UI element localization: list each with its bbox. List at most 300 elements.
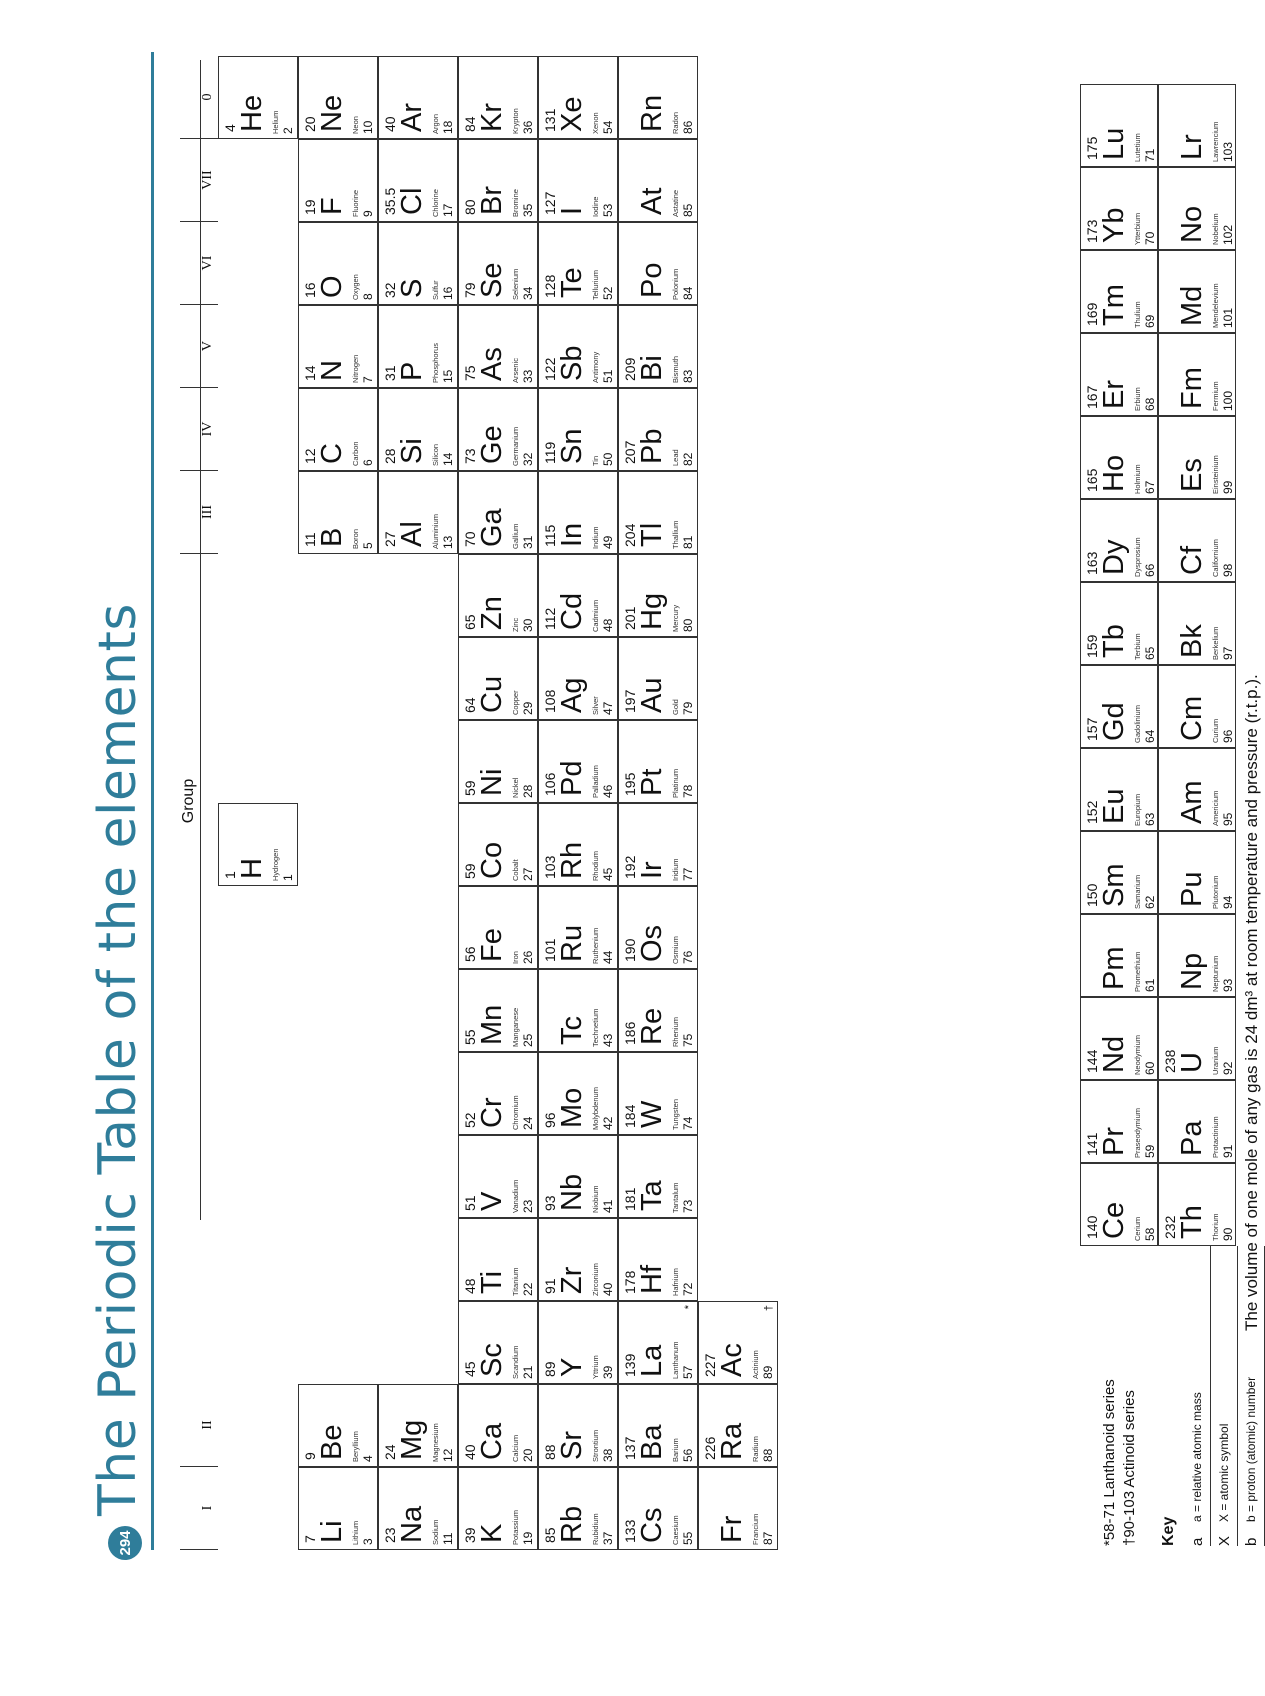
- element-symbol: Au: [636, 677, 668, 713]
- element-number: 24: [521, 1116, 535, 1130]
- element-name: Lutetium: [1133, 133, 1142, 162]
- element-symbol: Ga: [476, 508, 508, 547]
- element-symbol: W: [636, 1100, 668, 1128]
- element-mass: 55: [462, 1029, 478, 1045]
- element-symbol: He: [236, 94, 268, 132]
- element-number: 51: [601, 369, 615, 383]
- element-cell-ne: [298, 56, 378, 139]
- element-number: 11: [441, 1532, 455, 1545]
- element-cell-ce: [1080, 1163, 1158, 1246]
- element-symbol: Er: [1098, 380, 1130, 409]
- element-number: 50: [601, 452, 615, 466]
- element-name: Samarium: [1133, 874, 1142, 909]
- element-mass: 226: [702, 1436, 718, 1460]
- element-mass: 141: [1084, 1132, 1100, 1156]
- element-mass: 88: [542, 1444, 558, 1460]
- element-symbol: Mn: [476, 1004, 508, 1045]
- element-name: Astatine: [671, 189, 680, 217]
- element-name: Beryllium: [351, 1431, 360, 1462]
- element-name: Iodine: [591, 196, 600, 217]
- element-symbol: F: [316, 197, 348, 215]
- element-symbol: La: [636, 1344, 668, 1377]
- element-mass: 59: [462, 780, 478, 796]
- element-mass: 40: [462, 1444, 478, 1460]
- element-cell-k: [458, 1467, 538, 1550]
- element-mass: 16: [302, 282, 318, 298]
- element-symbol: Pr: [1098, 1127, 1130, 1156]
- element-name: Protactinium: [1211, 1116, 1220, 1158]
- element-number: 32: [521, 452, 535, 466]
- element-cell-sc: [458, 1301, 538, 1384]
- element-cell-fm: [1158, 333, 1236, 416]
- element-number: 88: [761, 1448, 775, 1462]
- element-number: 53: [601, 203, 615, 217]
- element-mass: 137: [622, 1436, 638, 1460]
- element-mass: 140: [1084, 1215, 1100, 1239]
- element-number: 34: [521, 286, 535, 300]
- element-cell-th: [1158, 1163, 1236, 1246]
- element-symbol: Dy: [1098, 539, 1130, 575]
- element-number: 20: [521, 1448, 535, 1462]
- element-number: 85: [681, 203, 695, 217]
- element-mass: 65: [462, 614, 478, 630]
- element-name: Actinium: [751, 1350, 760, 1379]
- element-name: Sulfur: [431, 280, 440, 300]
- element-symbol: Rb: [556, 1505, 588, 1543]
- element-mass: 101: [542, 938, 558, 962]
- element-symbol: As: [476, 347, 508, 381]
- group-label-6: VI: [180, 222, 218, 305]
- element-symbol: Ge: [476, 425, 508, 464]
- element-symbol: Co: [476, 841, 508, 879]
- element-cell-v: [458, 1135, 538, 1218]
- element-cell-hf: [618, 1218, 698, 1301]
- element-symbol: P: [396, 361, 428, 381]
- element-name: Magnesium: [431, 1423, 440, 1462]
- element-cell-cr: [458, 1052, 538, 1135]
- element-name: Rhenium: [671, 1016, 680, 1047]
- element-name: Palladium: [591, 765, 600, 798]
- element-mass: 12: [302, 448, 318, 464]
- element-symbol: Os: [636, 924, 668, 962]
- element-name: Neodymium: [1133, 1034, 1142, 1075]
- element-symbol: C: [316, 443, 348, 464]
- key-symbol: b: [1242, 1537, 1260, 1546]
- element-cell-bk: [1158, 582, 1236, 665]
- element-cell-eu: [1080, 748, 1158, 831]
- element-cell-sb: [538, 305, 618, 388]
- element-symbol: Re: [636, 1007, 668, 1045]
- element-cell-cl: [378, 139, 458, 222]
- element-mass: 45: [462, 1361, 478, 1377]
- element-number: 30: [521, 618, 535, 632]
- page-number-badge: 294: [108, 1526, 142, 1560]
- element-name: Silicon: [431, 443, 440, 466]
- element-cell-md: [1158, 250, 1236, 333]
- element-symbol: Ti: [476, 1270, 508, 1294]
- element-symbol: Ba: [636, 1424, 668, 1460]
- element-mass: 108: [542, 689, 558, 713]
- element-name: Argon: [431, 113, 440, 134]
- element-mass: 127: [542, 191, 558, 215]
- element-number: 68: [1143, 397, 1157, 411]
- element-number: 69: [1143, 314, 1157, 328]
- element-number: 59: [1143, 1144, 1157, 1158]
- element-number: 66: [1143, 563, 1157, 577]
- key-symbol: a: [1188, 1537, 1206, 1546]
- element-symbol: Es: [1176, 458, 1208, 492]
- element-mass: 48: [462, 1278, 478, 1294]
- element-name: Vanadium: [511, 1179, 520, 1213]
- element-number: 79: [681, 701, 695, 715]
- element-name: Nitrogen: [351, 354, 360, 383]
- element-number: 4: [361, 1455, 375, 1462]
- element-symbol: Tc: [556, 1016, 588, 1045]
- element-name: Bismuth: [671, 355, 680, 383]
- element-mass: 122: [542, 357, 558, 381]
- element-name: Antimony: [591, 351, 600, 383]
- element-mass: 7: [302, 1535, 318, 1543]
- title-rule: [151, 52, 154, 1550]
- element-cell-ba: [618, 1384, 698, 1467]
- element-cell-yb: [1080, 167, 1158, 250]
- group-label-8: 0: [180, 56, 218, 139]
- element-name: Fluorine: [351, 189, 360, 217]
- element-mass: 32: [382, 282, 398, 298]
- element-mass: 14: [302, 365, 318, 381]
- element-mass: 4: [222, 124, 238, 132]
- element-number: 33: [521, 369, 535, 383]
- element-mass: 84: [462, 116, 478, 132]
- element-symbol: In: [556, 522, 588, 547]
- element-number: 93: [1221, 978, 1235, 992]
- element-name: Xenon: [591, 112, 600, 134]
- series-notes: [1100, 1379, 1140, 1546]
- element-name: Strontium: [591, 1429, 600, 1462]
- element-name: Gallium: [511, 523, 520, 549]
- key-description: b = proton (atomic) number: [1244, 1376, 1258, 1522]
- element-symbol: Am: [1176, 780, 1208, 824]
- element-name: Lawrencium: [1211, 121, 1220, 162]
- element-number: 15: [441, 369, 455, 383]
- element-symbol: S: [396, 278, 428, 298]
- element-cell-rb: [538, 1467, 618, 1550]
- element-number: 67: [1143, 480, 1157, 494]
- element-symbol: Sc: [476, 1343, 508, 1377]
- element-mass: 79: [462, 282, 478, 298]
- element-mass: 186: [622, 1021, 638, 1045]
- element-cell-pa: [1158, 1080, 1236, 1163]
- element-mass: 157: [1084, 717, 1100, 741]
- element-cell-pr: [1080, 1080, 1158, 1163]
- element-symbol: Pt: [636, 768, 668, 796]
- element-number: 31: [521, 535, 535, 549]
- element-number: 14: [441, 452, 455, 466]
- element-mass: 150: [1084, 883, 1100, 907]
- element-cell-sr: [538, 1384, 618, 1467]
- element-name: Helium: [271, 110, 280, 134]
- element-symbol: Yb: [1098, 207, 1130, 243]
- element-cell-es: [1158, 416, 1236, 499]
- element-number: 7: [361, 376, 375, 383]
- element-cell-at: [618, 139, 698, 222]
- element-symbol: Br: [476, 186, 508, 215]
- element-name: Gold: [671, 699, 680, 715]
- element-cell-li: [298, 1467, 378, 1550]
- element-mass: 128: [542, 274, 558, 298]
- element-symbol: Fm: [1176, 367, 1208, 409]
- element-number: 22: [521, 1282, 535, 1296]
- element-mass: 139: [622, 1353, 638, 1377]
- element-number: 17: [441, 203, 455, 217]
- element-symbol: Pd: [556, 760, 588, 796]
- element-name: Lead: [671, 449, 680, 466]
- element-number: 29: [521, 701, 535, 715]
- element-symbol: Lu: [1098, 127, 1130, 160]
- element-cell-au: [618, 637, 698, 720]
- element-number: 77: [681, 867, 695, 881]
- element-cell-si: [378, 388, 458, 471]
- element-cell-fe: [458, 886, 538, 969]
- group-label-3: III: [180, 471, 218, 554]
- element-mass: 184: [622, 1104, 638, 1128]
- element-number: 26: [521, 950, 535, 964]
- element-cell-tc: [538, 969, 618, 1052]
- element-mass: 175: [1084, 136, 1100, 160]
- element-mass: 31: [382, 365, 398, 381]
- element-name: Tantalum: [671, 1182, 680, 1213]
- element-number: 55: [681, 1531, 695, 1545]
- element-number: 19: [521, 1531, 535, 1545]
- element-cell-se: [458, 222, 538, 305]
- element-name: Yttrium: [591, 1355, 600, 1379]
- element-mass: 80: [462, 199, 478, 215]
- element-number: 5: [361, 542, 375, 549]
- element-symbol: Cm: [1176, 695, 1208, 741]
- element-name: Molybdenum: [591, 1087, 600, 1130]
- element-cell-pt: [618, 720, 698, 803]
- element-name: Radium: [751, 1436, 760, 1462]
- element-cell-be: [298, 1384, 378, 1467]
- element-mass: 27: [382, 531, 398, 547]
- element-mass: 1: [222, 871, 238, 879]
- element-number: 28: [521, 784, 535, 798]
- element-cell-gd: [1080, 665, 1158, 748]
- element-mass: 73: [462, 448, 478, 464]
- element-symbol: Cl: [396, 187, 428, 215]
- element-number: 61: [1143, 978, 1157, 992]
- element-name: Krypton: [511, 108, 520, 134]
- element-cell-f: [298, 139, 378, 222]
- element-name: Chlorine: [431, 189, 440, 217]
- element-cell-w: [618, 1052, 698, 1135]
- element-number: 99: [1221, 480, 1235, 494]
- element-number: 91: [1221, 1144, 1235, 1158]
- element-name: Indium: [591, 526, 600, 549]
- group-label-5: V: [180, 305, 218, 388]
- element-number: 48: [601, 618, 615, 632]
- element-cell-kr: [458, 56, 538, 139]
- element-mass: 207: [622, 440, 638, 464]
- element-symbol: K: [476, 1523, 508, 1543]
- element-cell-ru: [538, 886, 618, 969]
- element-cell-p: [378, 305, 458, 388]
- element-symbol: H: [236, 858, 268, 879]
- element-cell-ca: [458, 1384, 538, 1467]
- element-symbol: Po: [636, 262, 668, 298]
- element-number: 43: [601, 1033, 615, 1047]
- element-number: 23: [521, 1199, 535, 1213]
- element-cell-ga: [458, 471, 538, 554]
- element-name: Scandium: [511, 1345, 520, 1379]
- element-symbol: Cd: [556, 592, 588, 630]
- element-name: Curium: [1211, 718, 1220, 743]
- actinoid-note: †90-103 Actinoid series: [1121, 1390, 1138, 1546]
- element-number: 10: [361, 120, 375, 134]
- element-name: Potassium: [511, 1509, 520, 1545]
- element-mass: 197: [622, 689, 638, 713]
- element-mass: 11: [302, 532, 318, 547]
- element-cell-er: [1080, 333, 1158, 416]
- element-number: 36: [521, 120, 535, 134]
- element-number: 56: [681, 1448, 695, 1462]
- element-name: Barium: [671, 1438, 680, 1462]
- element-mass: 40: [382, 116, 398, 132]
- element-cell-u: [1158, 997, 1236, 1080]
- element-number: 76: [681, 950, 695, 964]
- element-number: 12: [441, 1448, 455, 1462]
- element-symbol: Bk: [1176, 624, 1208, 658]
- element-symbol: Sr: [556, 1431, 588, 1460]
- element-name: Americium: [1211, 790, 1220, 826]
- element-number: 46: [601, 784, 615, 798]
- element-symbol: B: [316, 527, 348, 547]
- element-symbol: Mg: [396, 1419, 428, 1460]
- element-symbol: Ir: [636, 861, 668, 879]
- page-title: The Periodic Table of the elements: [88, 603, 148, 1516]
- element-symbol: Fe: [476, 928, 508, 962]
- element-mass: 96: [542, 1112, 558, 1128]
- element-mass: 152: [1084, 800, 1100, 824]
- element-number: 18: [441, 120, 455, 134]
- element-cell-pb: [618, 388, 698, 471]
- element-mass: 204: [622, 523, 638, 547]
- element-name: Tungsten: [671, 1099, 680, 1130]
- element-symbol: Na: [396, 1505, 428, 1543]
- element-symbol: Zr: [556, 1266, 588, 1294]
- element-number: 87: [761, 1531, 775, 1545]
- element-cell-ag: [538, 637, 618, 720]
- element-name: Titanium: [511, 1267, 520, 1296]
- element-number: 6: [361, 459, 375, 466]
- element-symbol: Cf: [1176, 546, 1208, 575]
- element-cell-b: [298, 471, 378, 554]
- element-number: 25: [521, 1033, 535, 1047]
- element-name: Thallium: [671, 520, 680, 549]
- element-mass: 192: [622, 855, 638, 879]
- element-cell-mo: [538, 1052, 618, 1135]
- element-name: Bromine: [511, 189, 520, 217]
- element-symbol: Si: [396, 438, 428, 464]
- series-mark: †: [763, 1305, 775, 1312]
- element-name: Radon: [671, 111, 680, 134]
- element-mass: 181: [622, 1187, 638, 1211]
- element-name: Chromium: [511, 1095, 520, 1130]
- element-name: Carbon: [351, 441, 360, 466]
- key-description: X = atomic symbol: [1217, 1423, 1231, 1522]
- element-symbol: Xe: [556, 96, 588, 132]
- element-symbol: Ce: [1098, 1201, 1130, 1239]
- element-cell-rn: [618, 56, 698, 139]
- element-name: Praseodymium: [1133, 1107, 1142, 1158]
- element-cell-o: [298, 222, 378, 305]
- element-cell-hg: [618, 554, 698, 637]
- element-number: 27: [521, 867, 535, 881]
- element-mass: 133: [622, 1519, 638, 1543]
- element-mass: 112: [542, 607, 558, 630]
- element-cell-i: [538, 139, 618, 222]
- element-symbol: Pu: [1176, 871, 1208, 907]
- element-cell-cs: [618, 1467, 698, 1550]
- element-symbol: Ru: [556, 924, 588, 962]
- element-cell-ar: [378, 56, 458, 139]
- element-symbol: Cs: [636, 1507, 668, 1543]
- element-symbol: Pa: [1176, 1120, 1208, 1156]
- element-name: Germanium: [511, 426, 520, 466]
- element-symbol: Y: [556, 1357, 588, 1377]
- element-cell-sm: [1080, 831, 1158, 914]
- element-cell-he: [218, 56, 298, 139]
- element-number: 103: [1221, 141, 1235, 162]
- element-number: 40: [601, 1282, 615, 1296]
- element-number: 38: [601, 1448, 615, 1462]
- element-cell-tb: [1080, 582, 1158, 665]
- element-name: Mercury: [671, 604, 680, 632]
- key-row: [1184, 1246, 1211, 1546]
- element-symbol: Np: [1176, 952, 1208, 990]
- element-number: 73: [681, 1199, 695, 1213]
- element-name: Uranium: [1211, 1046, 1220, 1075]
- element-symbol: U: [1176, 1052, 1208, 1073]
- element-mass: 167: [1084, 385, 1100, 409]
- element-number: 44: [601, 950, 615, 964]
- element-name: Tin: [591, 455, 600, 466]
- element-number: 78: [681, 784, 695, 798]
- element-symbol: Ra: [716, 1422, 748, 1460]
- element-name: Cerium: [1133, 1216, 1142, 1241]
- element-name: Einsteinium: [1211, 455, 1220, 494]
- element-symbol: Hf: [636, 1265, 668, 1294]
- element-cell-n: [298, 305, 378, 388]
- element-mass: 232: [1162, 1215, 1178, 1239]
- element-symbol: Fr: [716, 1515, 748, 1543]
- element-symbol: V: [476, 1191, 508, 1211]
- element-name: Dysprosium: [1133, 537, 1142, 577]
- key-title: Key: [1160, 1516, 1177, 1546]
- element-number: 90: [1221, 1227, 1235, 1241]
- element-name: Tellurium: [591, 269, 600, 300]
- element-number: 83: [681, 369, 695, 383]
- element-symbol: Al: [396, 521, 428, 547]
- element-cell-tm: [1080, 250, 1158, 333]
- element-cell-cm: [1158, 665, 1236, 748]
- element-cell-lr: [1158, 84, 1236, 167]
- element-number: 57: [681, 1365, 695, 1379]
- element-symbol: Sn: [556, 428, 588, 464]
- element-cell-xe: [538, 56, 618, 139]
- element-symbol: Zn: [476, 596, 508, 630]
- element-number: 42: [601, 1116, 615, 1130]
